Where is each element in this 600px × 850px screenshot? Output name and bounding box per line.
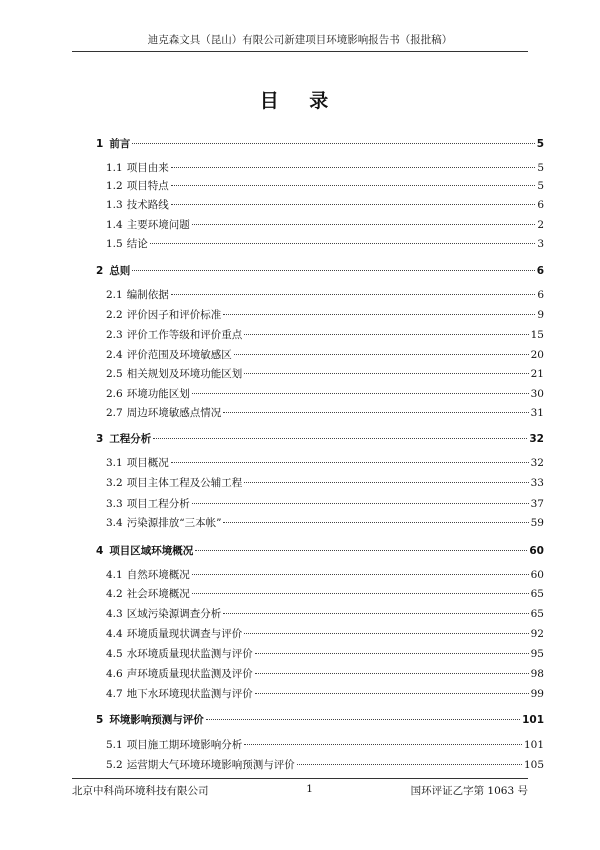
toc-entry-page: 5 <box>537 180 544 192</box>
toc-entry-number: 4.2 <box>106 588 123 600</box>
toc-entry-label: 项目主体工程及公辅工程 <box>126 477 243 489</box>
toc-entry-number: 1.4 <box>106 219 123 231</box>
toc-entry[interactable] <box>106 161 544 175</box>
toc-leader-dots <box>132 143 534 144</box>
footer-company: 北京中科尚环境科技有限公司 <box>72 785 209 797</box>
toc-entry-number: 5.1 <box>106 739 123 751</box>
toc-entry-label: 主要环境问题 <box>126 219 190 231</box>
toc-entry-number: 2.4 <box>106 349 123 361</box>
toc-entry-number: 3.3 <box>106 498 123 510</box>
toc-entry[interactable] <box>96 432 544 446</box>
toc-entry-label: 项目施工期环境影响分析 <box>126 739 243 751</box>
toc-leader-dots <box>223 613 528 614</box>
toc-entry-number: 5 <box>96 714 104 726</box>
toc-entry-page: 99 <box>530 688 544 700</box>
toc-entry-page: 60 <box>530 569 544 581</box>
toc-entry-label: 编制依据 <box>126 289 169 301</box>
toc-entry[interactable] <box>106 476 544 490</box>
toc-entry-page: 105 <box>523 759 544 771</box>
toc-entry-page: 6 <box>537 199 544 211</box>
toc-leader-dots <box>192 503 529 504</box>
toc-entry[interactable] <box>106 587 544 601</box>
toc-leader-dots <box>255 693 529 694</box>
toc-entry[interactable] <box>96 713 544 727</box>
toc-entry-page: 33 <box>530 477 544 489</box>
toc-entry-number: 1.2 <box>106 180 123 192</box>
toc-leader-dots <box>171 204 536 205</box>
toc-entry-page: 6 <box>536 265 544 277</box>
toc-leader-dots <box>244 373 528 374</box>
toc-leader-dots <box>192 393 529 394</box>
toc-entry-number: 2.3 <box>106 329 123 341</box>
toc-leader-dots <box>171 185 536 186</box>
toc-entry-number: 4.1 <box>106 569 123 581</box>
toc-entry-label: 项目由来 <box>126 162 169 174</box>
toc-entry-page: 65 <box>530 588 544 600</box>
toc-entry-page: 60 <box>529 545 544 557</box>
toc-entry[interactable] <box>106 456 544 470</box>
toc-entry[interactable] <box>96 264 544 278</box>
toc-entry-label: 项目区域环境概况 <box>109 545 194 557</box>
toc-entry-number: 2.1 <box>106 289 123 301</box>
toc-entry-page: 20 <box>530 349 544 361</box>
toc-leader-dots <box>153 438 527 439</box>
toc-entry-page: 9 <box>537 309 544 321</box>
toc-entry-page: 101 <box>522 714 544 726</box>
toc-entry-number: 3.4 <box>106 517 123 529</box>
toc-entry-page: 5 <box>536 138 544 150</box>
toc-entry-label: 运营期大气环境环境影响预测与评价 <box>126 759 295 771</box>
toc-entry-page: 95 <box>530 648 544 660</box>
footer-certificate: 国环评证乙字第 1063 号 <box>410 785 528 797</box>
toc-entry-page: 2 <box>537 219 544 231</box>
toc-entry-number: 4.5 <box>106 648 123 660</box>
toc-entry-label: 社会环境概况 <box>126 588 190 600</box>
toc-entry-label: 环境质量现状调查与评价 <box>126 628 243 640</box>
toc-entry[interactable] <box>106 179 544 193</box>
toc-entry[interactable] <box>106 288 544 302</box>
toc-entry-label: 环境影响预测与评价 <box>109 714 204 726</box>
toc-leader-dots <box>234 354 529 355</box>
toc-entry-number: 4.3 <box>106 608 123 620</box>
toc-entry[interactable] <box>106 218 544 232</box>
toc-entry[interactable] <box>106 758 544 772</box>
toc-entry[interactable] <box>106 627 544 641</box>
toc-leader-dots <box>244 482 528 483</box>
toc-entry-number: 1 <box>96 138 104 150</box>
toc-entry-label: 总则 <box>109 265 131 277</box>
toc-entry-label: 评价工作等级和评价重点 <box>126 329 243 341</box>
toc-entry-page: 31 <box>530 407 544 419</box>
toc-entry-number: 3.1 <box>106 457 123 469</box>
toc-entry-number: 1.1 <box>106 162 123 174</box>
toc-entry-page: 92 <box>530 628 544 640</box>
toc-entry[interactable] <box>106 497 544 511</box>
toc-entry-page: 98 <box>530 668 544 680</box>
toc-leader-dots <box>192 574 529 575</box>
page-footer <box>72 778 528 798</box>
toc-entry-label: 地下水环境现状监测与评价 <box>126 688 253 700</box>
toc-entry-number: 5.2 <box>106 759 123 771</box>
toc-entry-number: 4.4 <box>106 628 123 640</box>
toc-entry-page: 37 <box>530 498 544 510</box>
toc-entry[interactable] <box>106 237 544 251</box>
page-title: 目 录 <box>259 90 341 112</box>
toc-leader-dots <box>244 744 522 745</box>
toc-leader-dots <box>223 412 528 413</box>
toc-entry-label: 污染源排放“三本帐” <box>126 517 222 529</box>
toc-entry-label: 相关规划及环境功能区划 <box>126 368 243 380</box>
toc-leader-dots <box>255 673 529 674</box>
toc-leader-dots <box>244 334 528 335</box>
toc-entry-page: 3 <box>537 238 544 250</box>
toc-entry-label: 结论 <box>126 238 148 250</box>
toc-entry-page: 32 <box>530 457 544 469</box>
toc-entry[interactable] <box>106 406 544 420</box>
toc-entry-page: 32 <box>529 433 544 445</box>
toc-leader-dots <box>206 719 520 720</box>
toc-entry-page: 5 <box>537 162 544 174</box>
toc-leader-dots <box>244 633 528 634</box>
toc-entry[interactable] <box>106 607 544 621</box>
toc-entry-label: 项目概况 <box>126 457 169 469</box>
toc-entry-number: 2 <box>96 265 104 277</box>
toc-entry-label: 声环境质量现状监测及评价 <box>126 668 253 680</box>
toc-leader-dots <box>195 550 527 551</box>
toc-entry[interactable] <box>106 367 544 381</box>
toc-entry-number: 2.2 <box>106 309 123 321</box>
footer-page-number: 1 <box>306 783 313 795</box>
toc-entry[interactable] <box>106 348 544 362</box>
toc-entry-number: 4.7 <box>106 688 123 700</box>
toc-entry-label: 区域污染源调查分析 <box>126 608 222 620</box>
toc-entry[interactable] <box>96 544 544 558</box>
toc-entry-page: 59 <box>530 517 544 529</box>
toc-entry-number: 2.5 <box>106 368 123 380</box>
toc-entry-number: 4 <box>96 545 104 557</box>
toc-entry-page: 101 <box>523 739 544 751</box>
toc-entry-page: 65 <box>530 608 544 620</box>
toc-entry[interactable] <box>106 328 544 342</box>
toc-entry-label: 水环境质量现状监测与评价 <box>126 648 253 660</box>
toc-entry[interactable] <box>106 387 544 401</box>
toc-entry-label: 项目特点 <box>126 180 169 192</box>
toc-leader-dots <box>171 294 536 295</box>
toc-entry-number: 2.6 <box>106 388 123 400</box>
toc-leader-dots <box>192 224 536 225</box>
toc-entry[interactable] <box>96 137 544 151</box>
toc-entry-label: 评价范围及环境敏感区 <box>126 349 232 361</box>
toc-entry[interactable] <box>106 568 544 582</box>
toc-entry-number: 2.7 <box>106 407 123 419</box>
toc-entry-number: 4.6 <box>106 668 123 680</box>
toc-entry-label: 前言 <box>109 138 131 150</box>
toc-entry-page: 15 <box>530 329 544 341</box>
running-header: 迪克森文具（昆山）有限公司新建项目环境影响报告书（报批稿） <box>72 32 528 52</box>
toc-entry-label: 自然环境概况 <box>126 569 190 581</box>
toc-entry-number: 3 <box>96 433 104 445</box>
toc-entry[interactable] <box>106 687 544 701</box>
toc-leader-dots <box>171 167 536 168</box>
toc-entry-label: 工程分析 <box>109 433 152 445</box>
toc-entry[interactable] <box>106 198 544 212</box>
toc-entry[interactable] <box>106 738 544 752</box>
toc-leader-dots <box>223 522 528 523</box>
toc-entry-label: 周边环境敏感点情况 <box>126 407 222 419</box>
toc-entry-page: 6 <box>537 289 544 301</box>
toc-entry-number: 1.3 <box>106 199 123 211</box>
toc-entry-number: 1.5 <box>106 238 123 250</box>
toc-entry[interactable] <box>106 667 544 681</box>
toc-leader-dots <box>255 653 529 654</box>
toc-entry[interactable] <box>106 308 544 322</box>
toc-entry-label: 项目工程分析 <box>126 498 190 510</box>
toc-entry[interactable] <box>106 647 544 661</box>
toc-leader-dots <box>192 593 529 594</box>
toc-leader-dots <box>223 314 535 315</box>
toc-entry-page: 30 <box>530 388 544 400</box>
toc-leader-dots <box>132 270 534 271</box>
toc-entry-label: 技术路线 <box>126 199 169 211</box>
toc-leader-dots <box>171 462 529 463</box>
toc-entry-label: 环境功能区划 <box>126 388 190 400</box>
toc-entry-page: 21 <box>530 368 544 380</box>
toc-entry-number: 3.2 <box>106 477 123 489</box>
toc-entry[interactable] <box>106 516 544 530</box>
toc-entry-label: 评价因子和评价标准 <box>126 309 222 321</box>
toc-leader-dots <box>150 243 536 244</box>
toc-leader-dots <box>297 764 522 765</box>
